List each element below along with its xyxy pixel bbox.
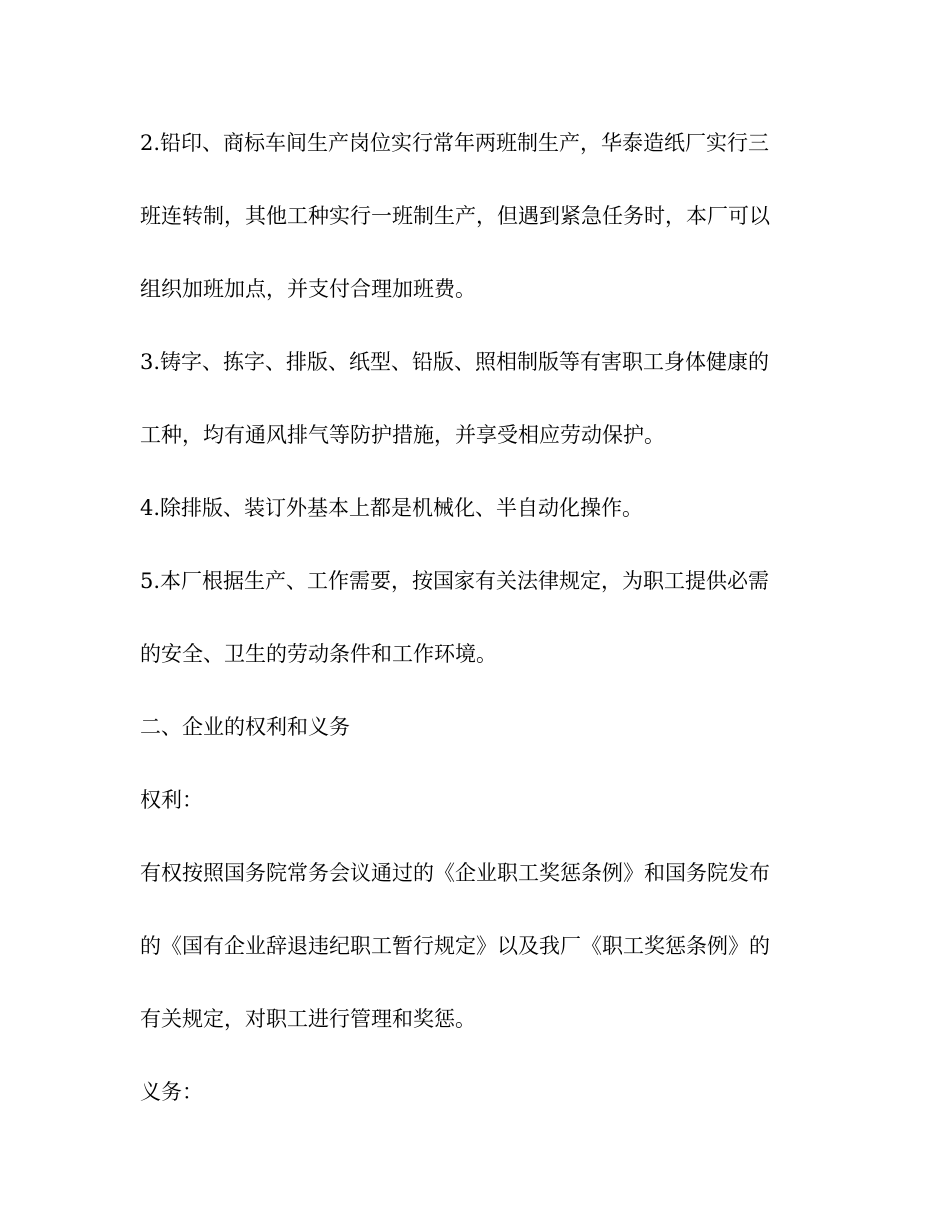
paragraph-line: 有权按照国务院常务会议通过的《企业职工奖惩条例》和国务院发布	[140, 861, 770, 885]
paragraph-line: 组织加班加点，并支付合理加班费。	[140, 277, 476, 301]
paragraph-line: 的安全、卫生的劳动条件和工作环境。	[140, 642, 497, 666]
paragraph-line: 工种，均有通风排气等防护措施，并享受相应劳动保护。	[140, 423, 665, 447]
paragraph-line: 有关规定，对职工进行管理和奖惩。	[140, 1007, 476, 1031]
paragraph-line: 班连转制，其他工种实行一班制生产，但遇到紧急任务时，本厂可以	[140, 204, 770, 228]
paragraph-line: 的《国有企业辞退违纪职工暂行规定》以及我厂《职工奖惩条例》的	[140, 934, 770, 958]
subheading-obligations: 义务：	[140, 1080, 203, 1104]
paragraph-line: 4.除排版、装订外基本上都是机械化、半自动化操作。	[140, 496, 644, 520]
subheading-rights: 权利：	[140, 788, 203, 812]
paragraph-line: 3.铸字、拣字、排版、纸型、铅版、照相制版等有害职工身体健康的	[140, 350, 770, 374]
section-heading: 二、企业的权利和义务	[140, 715, 350, 739]
paragraph-line: 2.铅印、商标车间生产岗位实行常年两班制生产，华泰造纸厂实行三	[140, 131, 770, 155]
paragraph-line: 5.本厂根据生产、工作需要，按国家有关法律规定，为职工提供必需	[140, 569, 770, 593]
